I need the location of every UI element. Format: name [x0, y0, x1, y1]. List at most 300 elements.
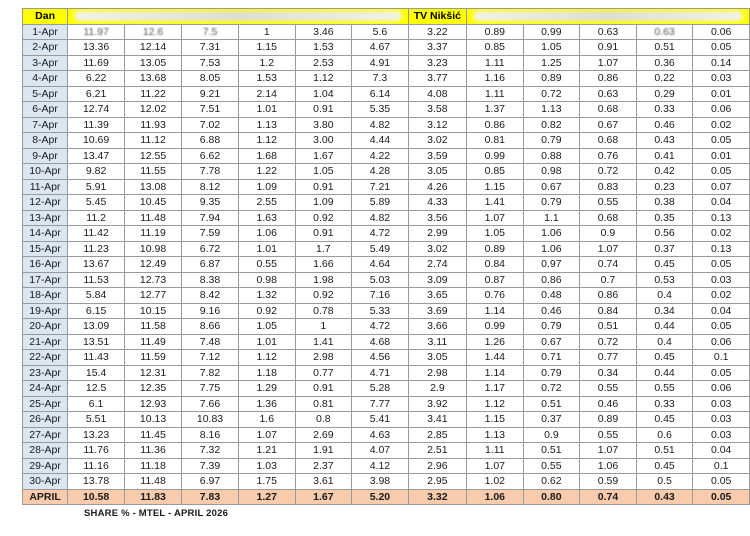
share-cell: 11.45 [125, 427, 182, 443]
total-cell: 1.67 [295, 489, 352, 505]
share-cell: 0.51 [636, 40, 693, 56]
table-row [23, 55, 750, 71]
share-cell: 0.82 [523, 117, 580, 133]
share-cell: 11.49 [125, 334, 182, 350]
share-cell: 3.77 [408, 71, 466, 87]
share-cell: 7.77 [352, 396, 409, 412]
share-cell: 3.05 [408, 164, 466, 180]
share-cell: 0.04 [693, 195, 750, 211]
total-cell: 7.83 [182, 489, 239, 505]
share-cell: 0.03 [693, 71, 750, 87]
share-cell: 1.6 [238, 412, 295, 428]
share-cell: 1.04 [295, 86, 352, 102]
share-cell: 4.82 [352, 210, 409, 226]
share-cell: 11.36 [125, 443, 182, 459]
day-cell: 22-Apr [23, 350, 68, 366]
total-cell: 3.32 [408, 489, 466, 505]
share-cell: 13.36 [68, 40, 125, 56]
share-cell: 2.53 [295, 55, 352, 71]
table-row [23, 443, 750, 459]
share-cell: 7.32 [182, 443, 239, 459]
table-row [23, 195, 750, 211]
share-cell: 0.46 [523, 303, 580, 319]
share-cell: 7.66 [182, 396, 239, 412]
share-cell: 2.96 [408, 458, 466, 474]
share-cell: 7.78 [182, 164, 239, 180]
share-cell: 0.68 [580, 102, 637, 118]
share-cell: 1.05 [467, 226, 524, 242]
day-cell: 5-Apr [23, 86, 68, 102]
table-row [23, 24, 750, 40]
share-cell: 3.09 [408, 272, 466, 288]
share-cell: 4.67 [352, 40, 409, 56]
share-cell: 0.45 [636, 257, 693, 273]
share-cell: 6.14 [352, 86, 409, 102]
share-cell: 10.45 [125, 195, 182, 211]
table-row [23, 210, 750, 226]
share-cell: 1.13 [467, 427, 524, 443]
share-cell: 10.98 [125, 241, 182, 257]
share-cell: 12.93 [125, 396, 182, 412]
share-cell: 0.83 [580, 179, 637, 195]
day-cell: 21-Apr [23, 334, 68, 350]
share-cell: 12.49 [125, 257, 182, 273]
share-cell: 7.53 [182, 55, 239, 71]
share-cell: 11.48 [125, 474, 182, 490]
share-cell: 12.5 [68, 381, 125, 397]
share-cell: 0.06 [693, 334, 750, 350]
share-cell: 0.63 [580, 86, 637, 102]
header-day: Dan [23, 9, 68, 25]
share-cell: 3.61 [295, 474, 352, 490]
share-cell: 7.39 [182, 458, 239, 474]
share-cell: 5.33 [352, 303, 409, 319]
day-cell: 3-Apr [23, 55, 68, 71]
footer-note: SHARE % - MTEL - APRIL 2026 [84, 508, 229, 519]
share-cell: 11.16 [68, 458, 125, 474]
share-cell: 0.67 [523, 179, 580, 195]
share-cell: 1 [295, 319, 352, 335]
share-cell: 2.99 [408, 226, 466, 242]
share-cell: 1.36 [238, 396, 295, 412]
share-cell: 7.75 [182, 381, 239, 397]
share-cell: 10.13 [125, 412, 182, 428]
share-cell: 3.58 [408, 102, 466, 118]
share-cell: 13.23 [68, 427, 125, 443]
share-cell: 0.91 [295, 179, 352, 195]
share-cell: 3.22 [408, 24, 466, 40]
share-cell: 1.05 [295, 164, 352, 180]
share-cell: 0.91 [295, 226, 352, 242]
day-cell: 1-Apr [23, 24, 68, 40]
share-cell: 0.81 [295, 396, 352, 412]
share-cell: 7.3 [352, 71, 409, 87]
share-cell: 3.41 [408, 412, 466, 428]
share-cell: 1.7 [295, 241, 352, 257]
share-cell: 3.11 [408, 334, 466, 350]
share-cell: 5.89 [352, 195, 409, 211]
share-cell: 0.51 [523, 396, 580, 412]
share-cell: 9.16 [182, 303, 239, 319]
share-cell: 3.46 [295, 24, 352, 40]
day-cell: 27-Apr [23, 427, 68, 443]
share-cell: 6.72 [182, 241, 239, 257]
share-cell: 0.91 [295, 381, 352, 397]
share-cell: 6.88 [182, 133, 239, 149]
share-cell: 0.6 [636, 427, 693, 443]
share-cell: 0.59 [580, 474, 637, 490]
share-cell: 0.68 [580, 210, 637, 226]
day-cell: 23-Apr [23, 365, 68, 381]
share-cell: 7.31 [182, 40, 239, 56]
share-cell: 5.51 [68, 412, 125, 428]
share-cell: 0.89 [523, 71, 580, 87]
share-cell: 4.28 [352, 164, 409, 180]
share-cell: 3.37 [408, 40, 466, 56]
share-cell: 0.44 [636, 365, 693, 381]
day-cell: 15-Apr [23, 241, 68, 257]
share-cell: 1.1 [523, 210, 580, 226]
share-cell: 2.37 [295, 458, 352, 474]
share-cell: 5.03 [352, 272, 409, 288]
day-cell: 4-Apr [23, 71, 68, 87]
share-cell: 13.09 [68, 319, 125, 335]
share-cell: 11.76 [68, 443, 125, 459]
total-cell: 0.43 [636, 489, 693, 505]
share-cell: 0.71 [523, 350, 580, 366]
table-row [23, 133, 750, 149]
share-cell: 0.91 [580, 40, 637, 56]
share-cell: 4.71 [352, 365, 409, 381]
day-cell: 12-Apr [23, 195, 68, 211]
share-cell: 2.9 [408, 381, 466, 397]
share-cell: 6.22 [68, 71, 125, 87]
share-cell: 0.51 [580, 319, 637, 335]
share-cell: 1.44 [467, 350, 524, 366]
share-cell: 0.03 [693, 427, 750, 443]
share-cell: 1.53 [295, 40, 352, 56]
share-cell: 0.63 [636, 24, 693, 40]
header-channels-blurred [68, 9, 409, 25]
total-label: APRIL [23, 489, 68, 505]
table-row [23, 71, 750, 87]
share-cell: 5.84 [68, 288, 125, 304]
share-cell: 7.12 [182, 350, 239, 366]
share-cell: 2.69 [295, 427, 352, 443]
share-cell: 3.66 [408, 319, 466, 335]
share-cell: 0.88 [523, 148, 580, 164]
day-cell: 13-Apr [23, 210, 68, 226]
share-cell: 3.23 [408, 55, 466, 71]
table-row [23, 381, 750, 397]
table-row [23, 86, 750, 102]
share-cell: 3.56 [408, 210, 466, 226]
total-cell: 0.05 [693, 489, 750, 505]
share-cell: 1.25 [523, 55, 580, 71]
share-cell: 0.46 [636, 117, 693, 133]
share-cell: 6.21 [68, 86, 125, 102]
share-cell: 11.18 [125, 458, 182, 474]
share-cell: 0.76 [580, 148, 637, 164]
share-cell: 0.05 [693, 474, 750, 490]
share-cell: 0.02 [693, 117, 750, 133]
total-cell: 0.74 [580, 489, 637, 505]
share-cell: 1.07 [467, 210, 524, 226]
share-cell: 5.6 [352, 24, 409, 40]
share-cell: 0.92 [295, 288, 352, 304]
day-cell: 26-Apr [23, 412, 68, 428]
share-cell: 2.98 [295, 350, 352, 366]
share-cell: 0.1 [693, 350, 750, 366]
table-row [23, 288, 750, 304]
share-cell: 0.89 [467, 24, 524, 40]
share-cell: 13.68 [125, 71, 182, 87]
share-cell: 5.91 [68, 179, 125, 195]
share-cell: 3.69 [408, 303, 466, 319]
table-row [23, 102, 750, 118]
share-cell: 0.03 [693, 396, 750, 412]
day-cell: 20-Apr [23, 319, 68, 335]
day-cell: 28-Apr [23, 443, 68, 459]
share-cell: 4.22 [352, 148, 409, 164]
table-row [23, 241, 750, 257]
share-cell: 10.69 [68, 133, 125, 149]
share-cell: 0.48 [523, 288, 580, 304]
share-cell: 1.22 [238, 164, 295, 180]
share-cell: 4.56 [352, 350, 409, 366]
share-cell: 2.14 [238, 86, 295, 102]
share-cell: 0.77 [580, 350, 637, 366]
share-cell: 12.73 [125, 272, 182, 288]
share-cell: 0.42 [636, 164, 693, 180]
day-cell: 25-Apr [23, 396, 68, 412]
share-cell: 11.93 [125, 117, 182, 133]
day-cell: 16-Apr [23, 257, 68, 273]
total-cell: 10.58 [68, 489, 125, 505]
share-cell: 0.4 [636, 334, 693, 350]
share-cell: 0.05 [693, 257, 750, 273]
share-cell: 2.51 [408, 443, 466, 459]
share-cell: 0.63 [580, 24, 637, 40]
share-cell: 13.08 [125, 179, 182, 195]
table-row [23, 365, 750, 381]
share-cell: 3.00 [295, 133, 352, 149]
share-cell: 12.31 [125, 365, 182, 381]
share-cell: 0.79 [523, 195, 580, 211]
share-cell: 0.13 [693, 241, 750, 257]
share-cell: 7.51 [182, 102, 239, 118]
share-cell: 0.45 [636, 458, 693, 474]
share-cell: 0.23 [636, 179, 693, 195]
share-cell: 1.15 [238, 40, 295, 56]
share-cell: 0.38 [636, 195, 693, 211]
share-cell: 0.05 [693, 164, 750, 180]
share-cell: 0.55 [580, 381, 637, 397]
share-cell: 4.91 [352, 55, 409, 71]
share-cell: 1.11 [467, 55, 524, 71]
table-row [23, 272, 750, 288]
share-cell: 0.55 [580, 427, 637, 443]
total-cell: 5.20 [352, 489, 409, 505]
share-cell: 11.39 [68, 117, 125, 133]
share-cell: 0.62 [523, 474, 580, 490]
table-row [23, 412, 750, 428]
share-cell: 1.14 [467, 365, 524, 381]
share-cell: 0.99 [467, 148, 524, 164]
share-cell: 0.14 [693, 55, 750, 71]
share-cell: 0.46 [580, 396, 637, 412]
day-cell: 17-Apr [23, 272, 68, 288]
share-cell: 0.67 [580, 117, 637, 133]
share-cell: 0.89 [467, 241, 524, 257]
share-cell: 8.66 [182, 319, 239, 335]
share-cell: 0.7 [580, 272, 637, 288]
share-cell: 1.12 [295, 71, 352, 87]
share-cell: 0.55 [580, 195, 637, 211]
share-cell: 1.02 [467, 474, 524, 490]
share-cell: 0.81 [467, 133, 524, 149]
share-cell: 0.9 [580, 226, 637, 242]
share-cell: 8.16 [182, 427, 239, 443]
total-row [23, 489, 750, 505]
share-cell: 0.67 [523, 334, 580, 350]
share-cell: 0.72 [580, 164, 637, 180]
share-cell: 0.72 [523, 86, 580, 102]
share-cell: 6.15 [68, 303, 125, 319]
share-cell: 0.79 [523, 133, 580, 149]
day-cell: 19-Apr [23, 303, 68, 319]
share-cell: 0.34 [580, 365, 637, 381]
share-cell: 7.94 [182, 210, 239, 226]
share-cell: 0.8 [295, 412, 352, 428]
share-cell: 1.41 [295, 334, 352, 350]
share-cell: 0.76 [467, 288, 524, 304]
share-cell: 1.06 [238, 226, 295, 242]
share-cell: 1.09 [238, 179, 295, 195]
share-cell: 11.23 [68, 241, 125, 257]
share-cell: 0.5 [636, 474, 693, 490]
share-cell: 4.64 [352, 257, 409, 273]
share-cell: 1.07 [580, 443, 637, 459]
header-tv-niksic: TV Nikšić [408, 9, 466, 25]
table-body [23, 24, 750, 489]
share-cell: 4.33 [408, 195, 466, 211]
share-cell: 1.2 [238, 55, 295, 71]
share-cell: 1.13 [238, 117, 295, 133]
share-cell: 7.48 [182, 334, 239, 350]
share-cell: 0.02 [693, 288, 750, 304]
share-cell: 3.98 [352, 474, 409, 490]
share-cell: 7.02 [182, 117, 239, 133]
share-cell: 2.95 [408, 474, 466, 490]
share-cell: 11.55 [125, 164, 182, 180]
share-cell: 1.26 [467, 334, 524, 350]
share-cell: 11.97 [68, 24, 125, 40]
share-cell: 0.01 [693, 148, 750, 164]
share-cell: 5.49 [352, 241, 409, 257]
share-cell: 1.63 [238, 210, 295, 226]
share-cell: 0.99 [467, 319, 524, 335]
share-cell: 6.1 [68, 396, 125, 412]
day-cell: 8-Apr [23, 133, 68, 149]
share-cell: 0.53 [636, 272, 693, 288]
share-cell: 1.91 [295, 443, 352, 459]
share-cell: 0.05 [693, 40, 750, 56]
share-cell: 4.63 [352, 427, 409, 443]
share-cell: 1.29 [238, 381, 295, 397]
share-cell: 0.98 [238, 272, 295, 288]
share-cell: 4.72 [352, 319, 409, 335]
share-cell: 1.06 [580, 458, 637, 474]
table-row [23, 427, 750, 443]
share-cell: 7.21 [352, 179, 409, 195]
share-cell: 1.07 [238, 427, 295, 443]
share-cell: 7.5 [182, 24, 239, 40]
share-cell: 0.29 [636, 86, 693, 102]
day-cell: 11-Apr [23, 179, 68, 195]
share-cell: 0.84 [467, 257, 524, 273]
share-table [22, 8, 750, 505]
share-cell: 1.98 [295, 272, 352, 288]
share-cell: 0.99 [523, 24, 580, 40]
share-cell: 1.17 [467, 381, 524, 397]
total-cell: 0.80 [523, 489, 580, 505]
share-cell: 4.44 [352, 133, 409, 149]
share-cell: 4.07 [352, 443, 409, 459]
share-cell: 13.05 [125, 55, 182, 71]
share-cell: 9.21 [182, 86, 239, 102]
share-cell: 0.79 [523, 319, 580, 335]
share-cell: 0.35 [636, 210, 693, 226]
day-cell: 2-Apr [23, 40, 68, 56]
share-cell: 9.35 [182, 195, 239, 211]
share-cell: 0.03 [693, 272, 750, 288]
share-cell: 1.21 [238, 443, 295, 459]
share-cell: 0.72 [580, 334, 637, 350]
share-cell: 0.55 [238, 257, 295, 273]
share-cell: 0.91 [295, 102, 352, 118]
share-cell: 0.37 [523, 412, 580, 428]
share-cell: 1.05 [523, 40, 580, 56]
share-cell: 1.01 [238, 334, 295, 350]
share-cell: 0.05 [693, 365, 750, 381]
total-cell: 1.27 [238, 489, 295, 505]
share-cell: 1.32 [238, 288, 295, 304]
share-cell: 3.12 [408, 117, 466, 133]
share-cell: 4.12 [352, 458, 409, 474]
share-cell: 11.59 [125, 350, 182, 366]
share-cell: 8.42 [182, 288, 239, 304]
share-cell: 0.98 [523, 164, 580, 180]
share-cell: 1.12 [238, 133, 295, 149]
table-row [23, 179, 750, 195]
share-cell: 10.15 [125, 303, 182, 319]
day-cell: 6-Apr [23, 102, 68, 118]
share-cell: 0.68 [580, 133, 637, 149]
table-row [23, 334, 750, 350]
day-cell: 10-Apr [23, 164, 68, 180]
share-cell: 1.41 [467, 195, 524, 211]
share-cell: 12.02 [125, 102, 182, 118]
table-row [23, 319, 750, 335]
share-cell: 0.02 [693, 226, 750, 242]
share-cell: 0.33 [636, 396, 693, 412]
share-cell: 0.92 [238, 303, 295, 319]
share-cell: 0.22 [636, 71, 693, 87]
share-cell: 1 [238, 24, 295, 40]
share-cell: 0.13 [693, 210, 750, 226]
share-cell: 0.36 [636, 55, 693, 71]
